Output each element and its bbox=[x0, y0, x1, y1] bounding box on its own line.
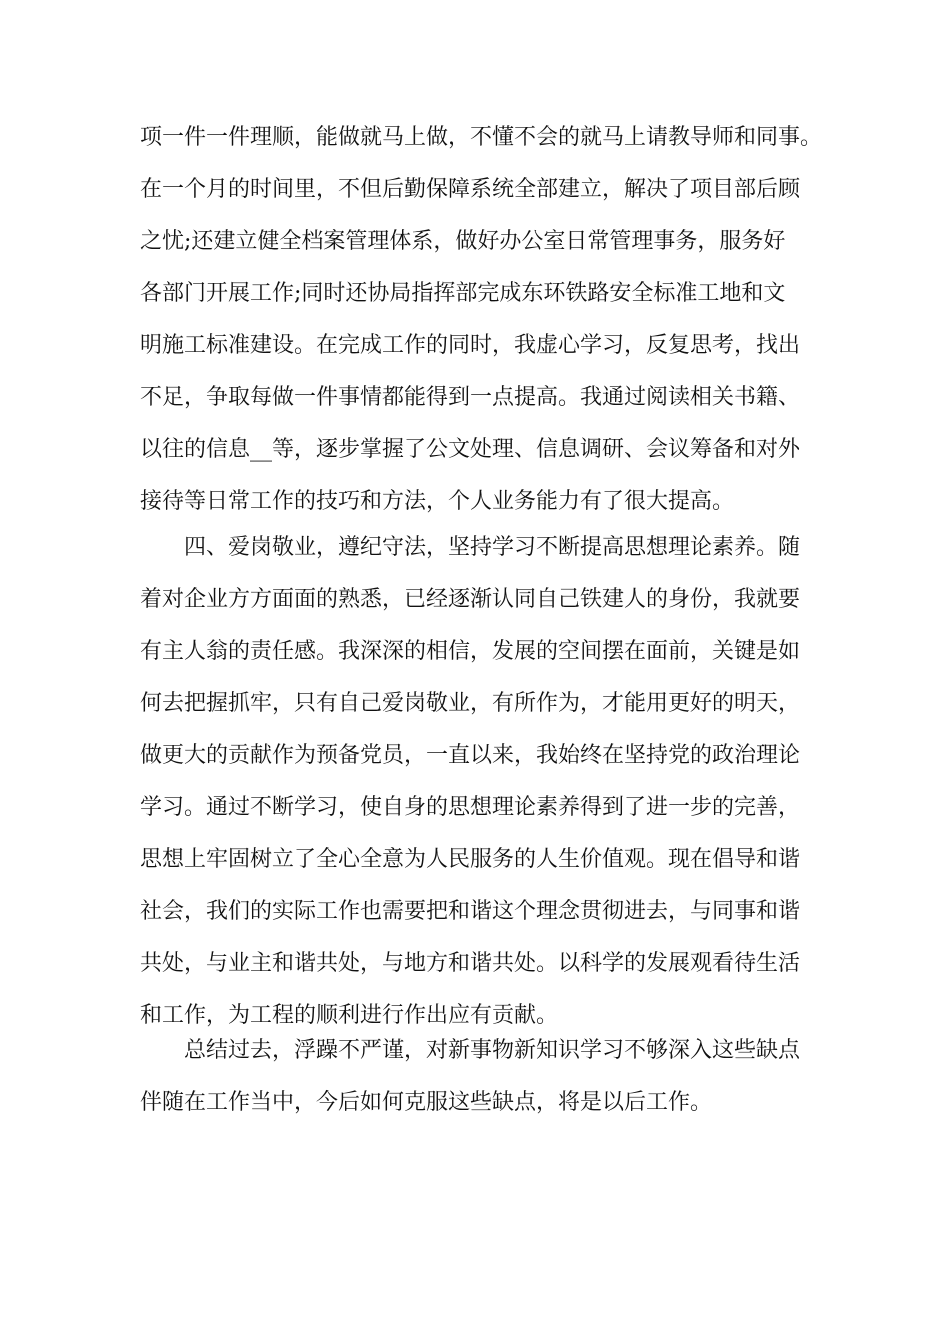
paragraph-3 bbox=[140, 1025, 840, 1129]
text-line: 伴随在工作当中，今后如何克服这些缺点，将是以后工作。 bbox=[140, 1090, 713, 1115]
text-line: 做更大的贡献作为预备党员，一直以来，我始终在坚持党的政治理论 bbox=[140, 743, 801, 768]
text-line: 着对企业方方面面的熟悉，已经逐渐认同自己铁建人的身份，我就要 bbox=[140, 587, 801, 612]
text-line: 在一个月的时间里，不但后勤保障系统全部建立，解决了项目部后顾 bbox=[140, 177, 801, 202]
text-line: 不足，争取每做一件事情都能得到一点提高。我通过阅读相关书籍、 bbox=[140, 385, 801, 410]
text-line: 以往的信息__等，逐步掌握了公文处理、信息调研、会议筹备和对外 bbox=[140, 437, 801, 462]
text-line: 之忧;还建立健全档案管理体系，做好办公室日常管理事务，服务好 bbox=[140, 229, 786, 254]
text-line: 项一件一件理顺，能做就马上做，不懂不会的就马上请教导师和同事。 bbox=[140, 125, 823, 150]
text-line: 学习。通过不断学习，使自身的思想理论素养得到了进一步的完善， bbox=[140, 795, 801, 820]
paragraph-1 bbox=[140, 112, 840, 528]
text-line: 明施工标准建设。在完成工作的同时，我虚心学习，反复思考，找出 bbox=[140, 333, 801, 358]
text-line: 有主人翁的责任感。我深深的相信，发展的空间摆在面前，关键是如 bbox=[140, 639, 801, 664]
text-line: 接待等日常工作的技巧和方法，个人业务能力有了很大提高。 bbox=[140, 489, 735, 514]
paragraph-2 bbox=[140, 522, 840, 1042]
text-line-indented: 总结过去，浮躁不严谨，对新事物新知识学习不够深入这些缺点 bbox=[184, 1038, 801, 1063]
text-line-indented: 四、爱岗敬业，遵纪守法，坚持学习不断提高思想理论素养。随 bbox=[184, 535, 801, 560]
text-line: 和工作，为工程的顺利进行作出应有贡献。 bbox=[140, 1003, 559, 1028]
text-line: 共处，与业主和谐共处，与地方和谐共处。以科学的发展观看待生活 bbox=[140, 951, 801, 976]
text-line: 社会，我们的实际工作也需要把和谐这个理念贯彻进去，与同事和谐 bbox=[140, 899, 801, 924]
text-line: 思想上牢固树立了全心全意为人民服务的人生价值观。现在倡导和谐 bbox=[140, 847, 801, 872]
text-line: 何去把握抓牢，只有自己爱岗敬业，有所作为，才能用更好的明天， bbox=[140, 691, 801, 716]
text-line: 各部门开展工作;同时还协局指挥部完成东环铁路安全标准工地和文 bbox=[140, 281, 786, 306]
